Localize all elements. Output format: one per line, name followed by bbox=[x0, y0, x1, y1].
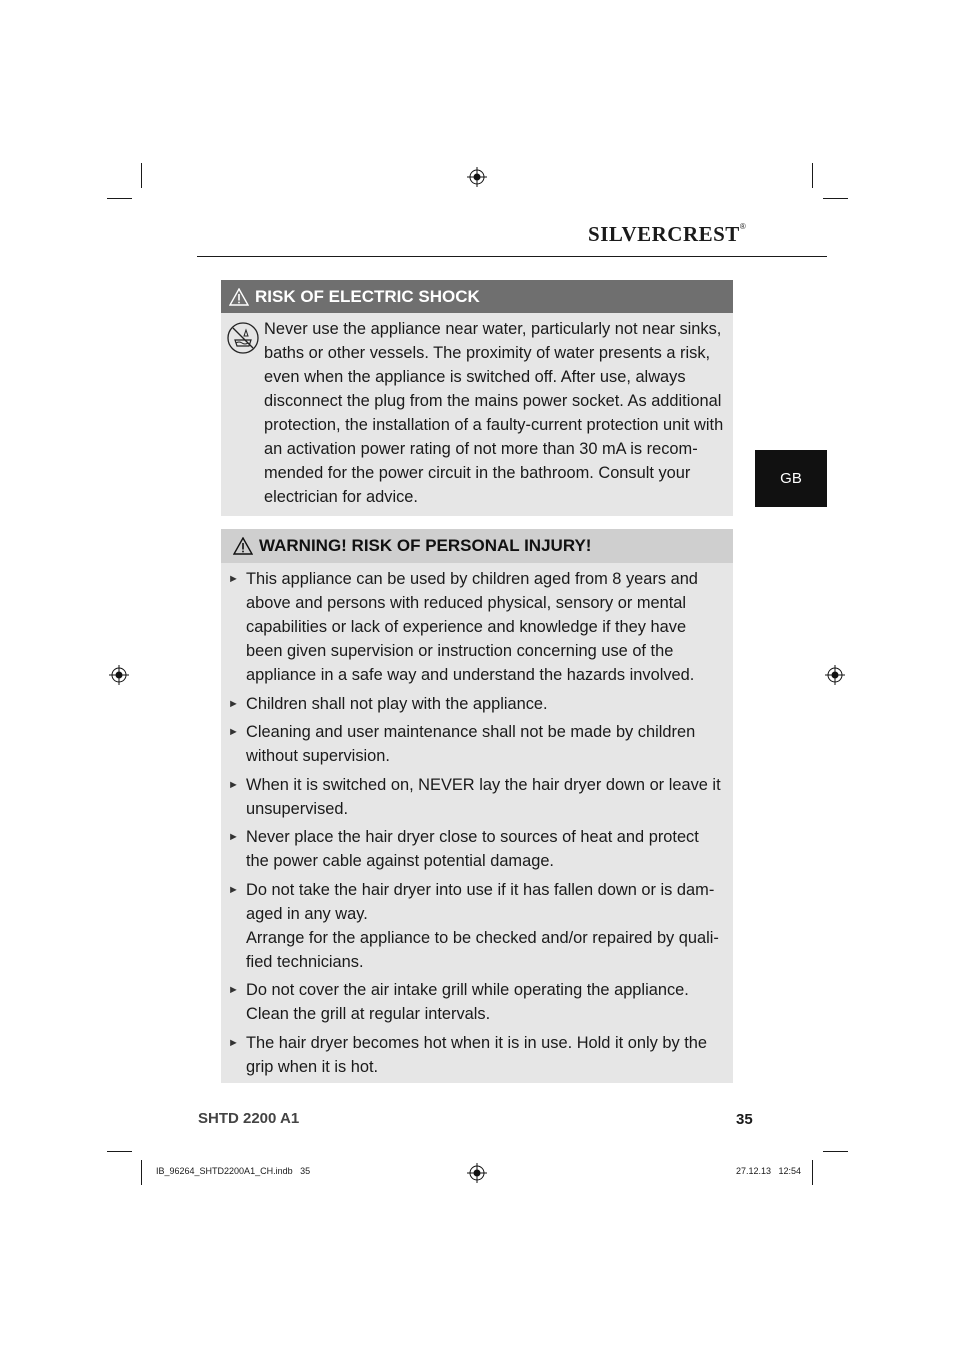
language-tab bbox=[755, 450, 827, 507]
crop-mark bbox=[823, 1151, 848, 1152]
bullet-arrow-icon: ► bbox=[228, 883, 239, 896]
brand-logo bbox=[588, 222, 750, 252]
list-item-text: Do not cover the air intake grill while operating the appliance. Clean the grill at regular intervals. bbox=[246, 981, 689, 1023]
logo-letter: C bbox=[667, 222, 683, 246]
bullet-arrow-icon: ► bbox=[228, 573, 239, 585]
crop-mark bbox=[812, 1160, 813, 1185]
bullet-arrow-icon: ► bbox=[228, 984, 239, 996]
bullet-arrow-icon: ► bbox=[228, 697, 239, 710]
page-number: 35 bbox=[736, 1111, 753, 1128]
list-item-text: Do not take the hair dryer into use if it has fallen down or is dam-aged in any way. bbox=[246, 880, 715, 923]
crop-mark bbox=[823, 198, 848, 199]
registration-mark-icon bbox=[467, 1163, 487, 1183]
warning-box-header bbox=[221, 529, 733, 563]
list-item bbox=[228, 978, 726, 1026]
crop-mark bbox=[141, 163, 142, 188]
list-item-text: The hair dryer becomes hot when it is in use. Hold it only by the grip when it is hot. bbox=[246, 1033, 707, 1076]
list-item bbox=[228, 1031, 726, 1079]
warning-box-header bbox=[221, 280, 733, 313]
footer-model-number: SHTD 2200 A1 bbox=[198, 1110, 300, 1127]
registration-mark-icon bbox=[467, 167, 487, 187]
no-water-icon bbox=[227, 322, 259, 354]
registration-mark-icon bbox=[109, 665, 129, 685]
list-item-text: When it is switched on, NEVER lay the hair dryer down or leave it unsupervised. bbox=[246, 775, 721, 818]
list-item bbox=[228, 567, 726, 687]
warning-box-title: RISK OF ELECTRIC SHOCK bbox=[255, 286, 480, 306]
logo-letter: S bbox=[588, 222, 601, 246]
crop-mark bbox=[812, 163, 813, 188]
warning-triangle-icon bbox=[229, 288, 249, 306]
crop-mark bbox=[141, 1160, 142, 1185]
injury-warning-list bbox=[228, 567, 726, 1083]
list-item-text: Arrange for the appliance to be checked and/or repaired by quali-fied technicians. bbox=[246, 928, 719, 971]
list-item bbox=[228, 878, 726, 974]
bullet-arrow-icon: ► bbox=[228, 831, 239, 843]
language-tab-label: GB bbox=[780, 470, 802, 487]
warning-triangle-icon bbox=[233, 537, 253, 555]
crop-mark bbox=[107, 198, 132, 199]
list-item bbox=[228, 720, 726, 768]
warning-box-title: WARNING! RISK OF PERSONAL INJURY! bbox=[259, 536, 592, 555]
registered-mark: ® bbox=[739, 222, 746, 231]
crop-mark bbox=[107, 1151, 132, 1152]
logo-text: ILVER bbox=[600, 222, 668, 246]
print-slug-file: IB_96264_SHTD2200A1_CH.indb 35 bbox=[156, 1166, 311, 1176]
electric-shock-warning-box bbox=[221, 280, 733, 516]
header-rule bbox=[197, 256, 827, 257]
registration-mark-icon bbox=[825, 665, 845, 685]
list-item-text: Never place the hair dryer close to sources of heat and protect the power cable against potential damage. bbox=[246, 828, 699, 870]
shock-warning-text: Never use the appliance near water, particularly not near sinks, baths or other vessels. The proximity of water presents a risk, even when the appliance is switched off. After use, always disconnect the plug from the mains power socket. As additional protection, the installation of a faulty-current protection unit with an activation power rating of not more than 30 mA is recom-mended for the power circuit in the bathroom. Consult your electrician for advice. bbox=[264, 320, 724, 506]
bullet-arrow-icon: ► bbox=[228, 726, 239, 738]
bullet-arrow-icon: ► bbox=[228, 1036, 239, 1049]
list-item-text: Cleaning and user maintenance shall not be made by children without supervision. bbox=[246, 723, 696, 765]
print-slug-date: 27.12.13 12:54 bbox=[736, 1166, 802, 1176]
list-item bbox=[228, 773, 726, 821]
personal-injury-warning-box bbox=[221, 529, 733, 1083]
list-item-text: Children shall not play with the appliance. bbox=[246, 694, 548, 713]
list-item bbox=[228, 825, 726, 873]
logo-text: REST bbox=[682, 222, 740, 246]
list-item-text: This appliance can be used by children aged from 8 years and above and persons with reduced physical, sensory or mental capabilities or lack of experience and knowledge if they have been given supervision or instruction concerning use of the appliance in a safe way and understand the hazards involved. bbox=[246, 570, 698, 684]
bullet-arrow-icon: ► bbox=[228, 778, 239, 791]
list-item bbox=[228, 692, 726, 716]
